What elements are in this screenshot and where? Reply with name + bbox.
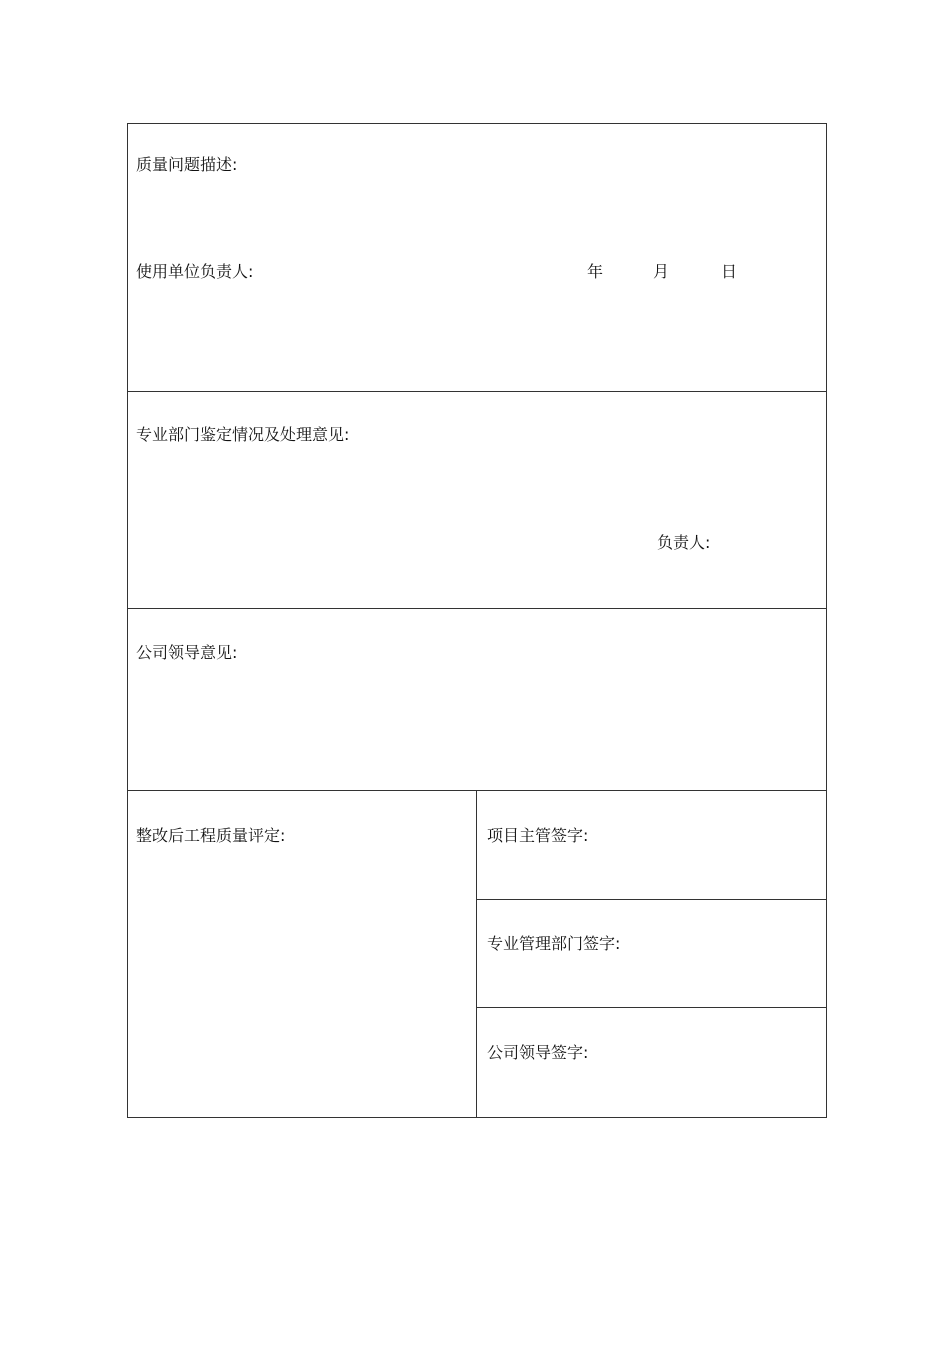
date-year-label: 年 [587, 262, 604, 281]
leader-sign-cell [477, 1008, 826, 1117]
project-sign-label: 项目主管签字: [487, 826, 589, 845]
signature-column [477, 791, 826, 1117]
problem-description-label: 质量问题描述: [136, 155, 238, 174]
department-opinion-label: 专业部门鉴定情况及处理意见: [136, 425, 350, 444]
department-opinion-section [128, 392, 826, 609]
date-month-label: 月 [653, 262, 670, 281]
evaluation-cell [128, 791, 477, 1117]
quality-problem-section [128, 124, 826, 392]
dept-sign-cell [477, 900, 826, 1008]
evaluation-label: 整改后工程质量评定: [136, 826, 286, 845]
responsible-person-label: 负责人: [657, 533, 711, 552]
dept-sign-label: 专业管理部门签字: [487, 934, 621, 953]
leader-opinion-label: 公司领导意见: [136, 643, 238, 662]
project-sign-cell [477, 791, 826, 900]
leader-opinion-section [128, 609, 826, 791]
quality-form-table [127, 123, 827, 1118]
leader-sign-label: 公司领导签字: [487, 1043, 589, 1062]
date-day-label: 日 [721, 262, 738, 281]
user-unit-owner-label: 使用单位负责人: [136, 262, 254, 281]
rectification-section [128, 791, 826, 1117]
